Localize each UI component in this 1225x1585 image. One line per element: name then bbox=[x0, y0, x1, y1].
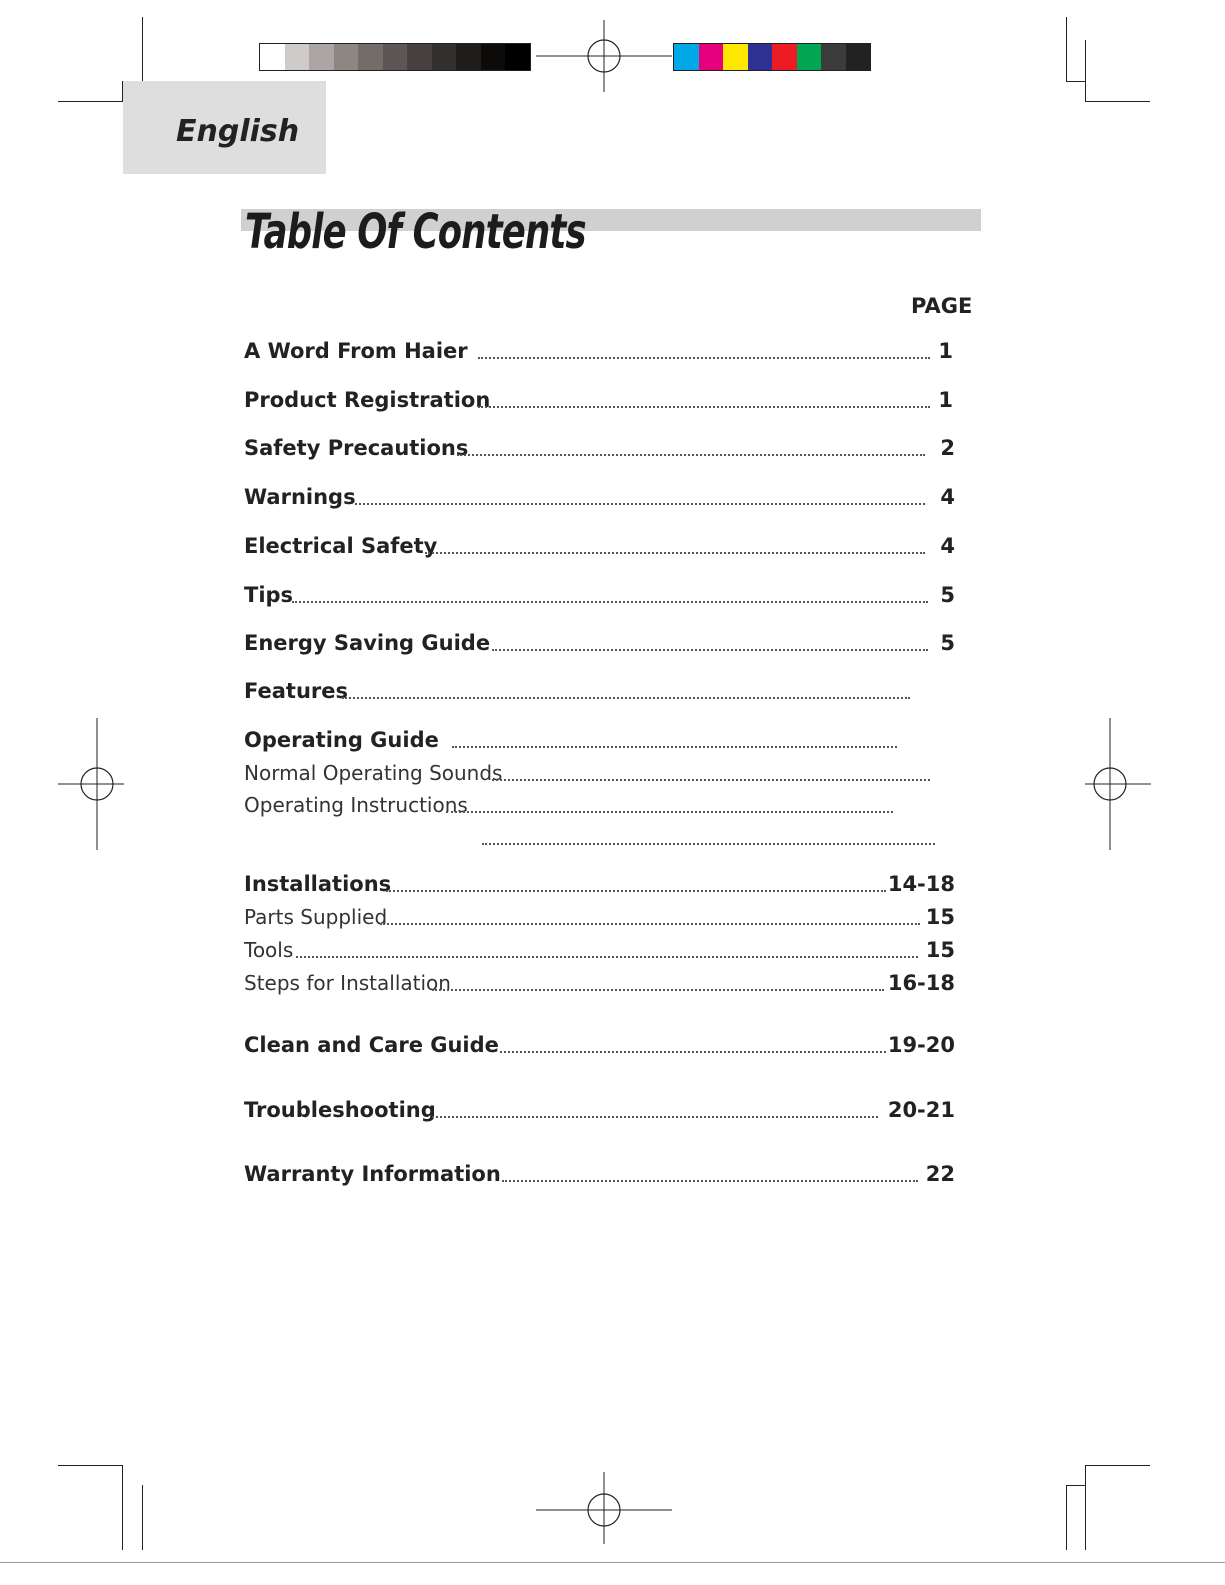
toc-entry-page: 14-18 bbox=[887, 872, 955, 896]
dot-leader bbox=[492, 779, 930, 781]
toc-entry bbox=[244, 483, 964, 513]
toc-entry-label: Steps for Installation bbox=[244, 971, 451, 995]
toc-entry bbox=[244, 581, 964, 611]
dot-leader bbox=[502, 1180, 918, 1182]
dot-leader bbox=[446, 811, 893, 813]
dot-leader bbox=[492, 649, 928, 651]
color-swatch bbox=[260, 44, 285, 70]
color-swatch bbox=[821, 44, 846, 70]
toc-entry bbox=[244, 532, 964, 562]
toc-entry-label: Operating Guide bbox=[244, 728, 439, 752]
toc-entry-page: 19-20 bbox=[887, 1033, 955, 1057]
toc-entry bbox=[244, 936, 964, 966]
toc-entry bbox=[244, 337, 964, 367]
toc-entry bbox=[244, 903, 964, 933]
toc-entry-page: 5 bbox=[940, 631, 955, 655]
dot-leader bbox=[342, 697, 910, 699]
toc-entry-page: 4 bbox=[940, 534, 955, 558]
color-swatch bbox=[797, 44, 822, 70]
toc-entry-page: 1 bbox=[938, 388, 953, 412]
dot-leader bbox=[500, 1051, 886, 1053]
color-swatch bbox=[699, 44, 724, 70]
toc-entry-label: Warranty Information bbox=[244, 1162, 501, 1186]
language-label: English bbox=[176, 114, 300, 149]
toc-entry bbox=[244, 759, 964, 789]
toc-entry-label: Troubleshooting bbox=[244, 1098, 436, 1122]
page-column-header: PAGE bbox=[911, 294, 973, 318]
color-swatch bbox=[772, 44, 797, 70]
bottom-rule bbox=[0, 1562, 1225, 1563]
color-swatch bbox=[846, 44, 871, 70]
toc-entry-label: Normal Operating Sounds bbox=[244, 761, 503, 785]
color-swatch bbox=[309, 44, 334, 70]
dot-leader bbox=[425, 552, 925, 554]
color-swatch bbox=[674, 44, 699, 70]
color-swatch bbox=[285, 44, 310, 70]
color-swatch bbox=[334, 44, 359, 70]
toc-entry bbox=[244, 1031, 964, 1061]
toc-entry-label: Product Registration bbox=[244, 388, 491, 412]
dot-leader bbox=[386, 890, 886, 892]
color-swatch bbox=[358, 44, 383, 70]
page-title: Table Of Contents bbox=[245, 204, 586, 260]
toc-entry bbox=[244, 823, 964, 853]
toc-entry-label: A Word From Haier bbox=[244, 339, 468, 363]
dot-leader bbox=[452, 746, 897, 748]
toc-entry-page: 5 bbox=[940, 583, 955, 607]
dot-leader bbox=[457, 454, 925, 456]
toc-entry bbox=[244, 726, 964, 756]
registration-target-icon bbox=[536, 20, 672, 92]
dot-leader bbox=[478, 406, 930, 408]
toc-entry bbox=[244, 870, 964, 900]
toc-entry bbox=[244, 791, 964, 821]
color-swatch bbox=[748, 44, 773, 70]
dot-leader bbox=[296, 956, 918, 958]
toc-entry-label: Features bbox=[244, 679, 348, 703]
registration-target-icon bbox=[1085, 718, 1151, 850]
color-swatch bbox=[481, 44, 506, 70]
registration-target-icon bbox=[58, 718, 124, 850]
toc-entry bbox=[244, 677, 964, 707]
dot-leader bbox=[292, 601, 928, 603]
dot-leader bbox=[380, 923, 920, 925]
dot-leader bbox=[432, 989, 884, 991]
color-swatch bbox=[432, 44, 457, 70]
toc-entry bbox=[244, 629, 964, 659]
toc-entry bbox=[244, 1096, 964, 1126]
toc-entry-page: 20-21 bbox=[887, 1098, 955, 1122]
color-swatch bbox=[505, 44, 530, 70]
toc-entry-page: 15 bbox=[925, 938, 955, 962]
dot-leader bbox=[478, 357, 930, 359]
toc-entry-label: Warnings bbox=[244, 485, 356, 509]
dot-leader bbox=[482, 843, 935, 845]
toc-entry bbox=[244, 969, 964, 999]
dot-leader bbox=[355, 503, 925, 505]
toc-entry-page: 22 bbox=[925, 1162, 955, 1186]
color-swatch bbox=[456, 44, 481, 70]
color-swatch bbox=[383, 44, 408, 70]
toc-entry-label: Tools bbox=[244, 938, 294, 962]
toc-entry-page: 2 bbox=[940, 436, 955, 460]
toc-entry-label: Energy Saving Guide bbox=[244, 631, 491, 655]
toc-entry-label: Clean and Care Guide bbox=[244, 1033, 499, 1057]
toc-entry-label: Safety Precautions bbox=[244, 436, 469, 460]
registration-target-icon bbox=[536, 1472, 672, 1544]
toc-entry-page: 4 bbox=[940, 485, 955, 509]
toc-entry bbox=[244, 1160, 964, 1190]
toc-entry-label: Installations bbox=[244, 872, 392, 896]
toc-entry-label: Parts Supplied bbox=[244, 905, 388, 929]
grayscale-color-bar bbox=[259, 43, 531, 71]
toc-entry-page: 15 bbox=[925, 905, 955, 929]
dot-leader bbox=[432, 1116, 878, 1118]
toc-entry-label: Operating Instructions bbox=[244, 793, 468, 817]
toc-entry-page: 16-18 bbox=[887, 971, 955, 995]
toc-entry bbox=[244, 386, 964, 416]
color-swatch bbox=[723, 44, 748, 70]
process-color-bar bbox=[673, 43, 871, 71]
toc-entry-label: Electrical Safety bbox=[244, 534, 438, 558]
color-swatch bbox=[407, 44, 432, 70]
toc-entry-page: 1 bbox=[938, 339, 953, 363]
toc-entry-label: Tips bbox=[244, 583, 294, 607]
toc-entry bbox=[244, 434, 964, 464]
